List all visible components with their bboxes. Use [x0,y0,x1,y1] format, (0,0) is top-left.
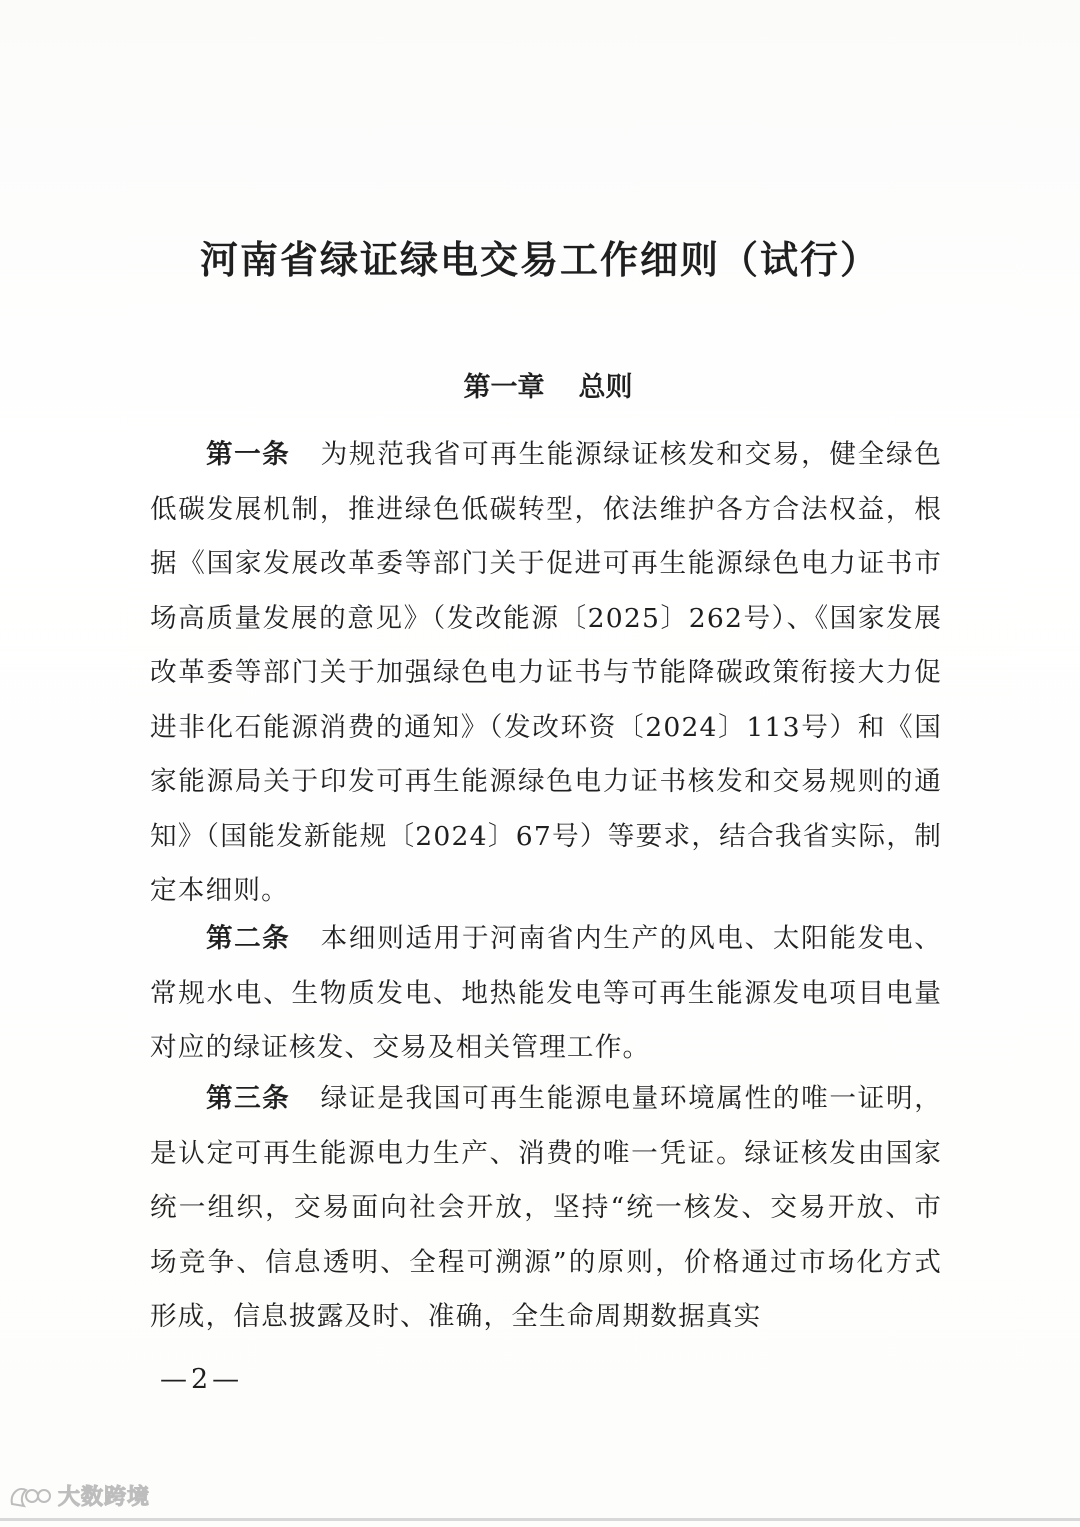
document-title: 河南省绿证绿电交易工作细则（试行） [199,238,880,282]
article-3 [150,1072,942,1345]
chapter-number: 第一章 [463,372,545,403]
article-label: 第二条 [206,923,291,954]
chapter-heading [0,368,1080,408]
article-text: 绿证是我国可再生能源电量环境属性的唯一证明，是认定可再生能源电力生产、消费的唯一凭证。绿证核发由国家统一组织，交易面向社会开放，坚持“统一核发、交易开放、市场竞争、信息透明、全程可溯源”的原则，价格通过市场化方式形成，信息披露及时、准确，全生命周期数据真实 [150,1083,943,1332]
page-number: —2— [160,1364,244,1395]
watermark-text: 大数跨境 [58,1485,151,1510]
article-text: 本细则适用于河南省内生产的风电、太阳能发电、常规水电、生物质发电、地热能发电等可再生能源发电项目电量对应的绿证核发、交易及相关管理工作。 [150,923,943,1063]
watermark-logo-icon [8,1482,52,1510]
chapter-name: 总则 [578,372,633,403]
article-1 [150,428,942,919]
article-2 [150,912,942,1076]
article-label: 第一条 [206,439,291,470]
article-text: 为规范我省可再生能源绿证核发和交易，健全绿色低碳发展机制，推进绿色低碳转型，依法维护各方合法权益，根据《国家发展改革委等部门关于促进可再生能源绿色电力证书市场高质量发展的意见》（发改能源〔2025〕262号）、《国家发展改革委等部门关于加强绿色电力证书与节能降碳政策衔接大力促进非化石能源消费的通知》（发改环资〔2024〕113号）和《国家能源局关于印发可再生能源绿色电力证书核发和交易规则的通知》（国能发新能规〔2024〕67号）等要求，结合我省实际，制定本细则。 [150,439,943,906]
bottom-edge [0,1518,1080,1521]
watermark [8,1480,150,1511]
article-label: 第三条 [206,1083,291,1114]
